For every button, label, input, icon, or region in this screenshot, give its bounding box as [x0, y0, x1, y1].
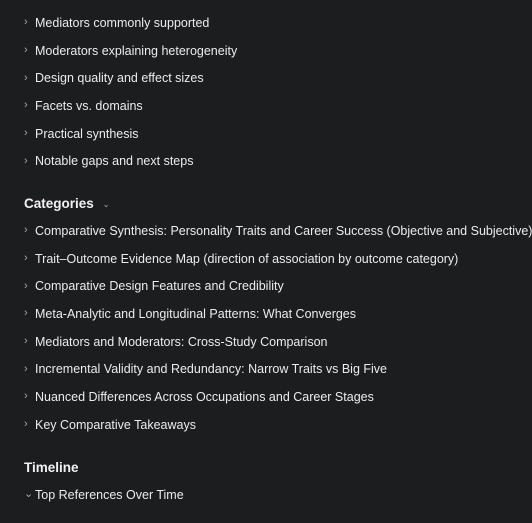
chevron-right-icon: ›	[24, 252, 28, 265]
list-item[interactable]	[24, 64, 237, 92]
category-item[interactable]	[24, 328, 532, 356]
categories-title: Categories	[24, 195, 94, 211]
timeline-item-label: Top References Over Time	[35, 487, 184, 502]
list-item-label: Practical synthesis	[35, 126, 139, 141]
list-item-label: Moderators explaining heterogeneity	[35, 43, 238, 58]
category-item[interactable]	[24, 245, 532, 273]
category-item-label: Trait–Outcome Evidence Map (direction of association by outcome category)	[35, 251, 459, 266]
category-item-label: Mediators and Moderators: Cross-Study Comparison	[35, 334, 328, 349]
chevron-right-icon: ›	[24, 16, 28, 29]
chevron-right-icon: ›	[24, 154, 28, 167]
category-item[interactable]	[24, 355, 532, 383]
category-item[interactable]	[24, 217, 532, 245]
category-item[interactable]	[24, 300, 532, 328]
list-item-label: Facets vs. domains	[35, 98, 143, 113]
categories-list	[24, 217, 532, 439]
categories-section-header	[24, 194, 109, 212]
chevron-right-icon: ›	[24, 224, 28, 237]
list-item[interactable]	[24, 120, 237, 148]
list-item-label: Design quality and effect sizes	[35, 71, 204, 86]
category-item[interactable]	[24, 383, 532, 411]
chevron-right-icon: ›	[24, 279, 28, 292]
timeline-item[interactable]	[24, 481, 184, 509]
list-item[interactable]	[24, 147, 237, 175]
list-item-label: Mediators commonly supported	[35, 15, 210, 30]
timeline-title: Timeline	[24, 459, 79, 475]
category-item[interactable]	[24, 411, 532, 439]
list-item[interactable]	[24, 9, 237, 37]
chevron-down-icon: ⌄	[24, 488, 34, 501]
category-item[interactable]	[24, 272, 532, 300]
list-item[interactable]	[24, 92, 237, 120]
chevron-right-icon: ›	[24, 418, 28, 431]
category-item-label: Incremental Validity and Redundancy: Narrow Traits vs Big Five	[35, 362, 388, 377]
list-item-label: Notable gaps and next steps	[35, 154, 194, 169]
chevron-right-icon: ›	[24, 362, 28, 375]
chevron-right-icon: ›	[24, 99, 28, 112]
category-item-label: Comparative Synthesis: Personality Traits and Career Success (Objective and Subjective)	[35, 223, 532, 238]
timeline-list	[24, 481, 184, 509]
chevron-right-icon: ›	[24, 307, 28, 320]
list-item[interactable]	[24, 37, 237, 65]
category-item-label: Nuanced Differences Across Occupations and Career Stages	[35, 389, 374, 404]
chevron-right-icon: ›	[24, 44, 28, 57]
chevron-right-icon: ›	[24, 335, 28, 348]
category-item-label: Key Comparative Takeaways	[35, 417, 196, 432]
chevron-up-down-icon[interactable]: ⌄	[102, 199, 110, 209]
outline-list	[24, 9, 237, 175]
category-item-label: Comparative Design Features and Credibility	[35, 279, 284, 294]
timeline-section-header	[24, 458, 79, 476]
chevron-right-icon: ›	[24, 71, 28, 84]
chevron-right-icon: ›	[24, 127, 28, 140]
chevron-right-icon: ›	[24, 390, 28, 403]
category-item-label: Meta-Analytic and Longitudinal Patterns: What Converges	[35, 306, 357, 321]
